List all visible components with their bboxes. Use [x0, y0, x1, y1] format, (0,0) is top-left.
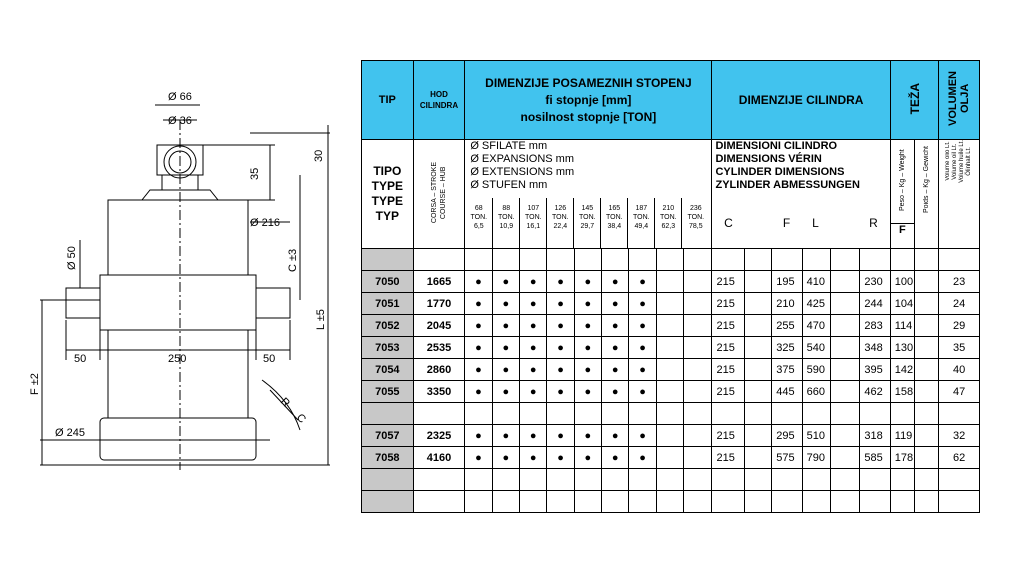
- dim-r: R: [277, 395, 292, 410]
- type-code: 7053: [362, 337, 414, 359]
- table-row: [362, 491, 980, 513]
- stage-mark: ●: [465, 293, 492, 315]
- r-value: 244: [860, 293, 890, 315]
- l-value: 470: [802, 315, 830, 337]
- table-row: [362, 447, 980, 469]
- volume-value: 40: [939, 359, 980, 381]
- type-code: 7055: [362, 381, 414, 403]
- cell: [915, 381, 939, 403]
- cell: [830, 403, 859, 425]
- stroke-value: [413, 469, 465, 491]
- stage-block: Ø SFILATE mm Ø EXPANSIONS mm Ø EXTENSIONS mm Ø STUFEN mm 68 TON. 6,5 88 TON. 10,9 107 TON. 16,1 126 TON. 22,4 145 TON. 29,7 165 TON. 38,4 187 TON. 49,4 210 TON. 62,3 236 TON. 78,5: [465, 140, 712, 249]
- table-row: [362, 337, 980, 359]
- r-value: 230: [860, 271, 890, 293]
- stage-mark: [684, 293, 712, 315]
- stage-0: 68 TON. 6,5: [470, 205, 488, 230]
- stage-mark: ●: [629, 271, 656, 293]
- cylinder-drawing: [0, 0, 350, 576]
- stage-mark: [574, 491, 601, 513]
- cell: [830, 359, 859, 381]
- volume-value: 29: [939, 315, 980, 337]
- dim-d216: Ø 216: [250, 217, 280, 229]
- stage-mark: ●: [547, 447, 574, 469]
- stage-mark: [574, 469, 601, 491]
- stage-mark: ●: [629, 359, 656, 381]
- stage-mark: ●: [465, 337, 492, 359]
- cylinder-dims-header: DIMENZIJE CILINDRA: [712, 61, 890, 140]
- weight-value: [890, 469, 914, 491]
- stroke-value: 2860: [413, 359, 465, 381]
- c-value: 215: [712, 425, 744, 447]
- table-row: [362, 271, 980, 293]
- stage-mark: ●: [629, 447, 656, 469]
- volume-lang: Volume olio Lt. Volume oil Lt. Volume huile Lt. Ölinhalt Lt.: [939, 140, 980, 249]
- dims-letters: [712, 198, 889, 248]
- stage-mark: ●: [465, 447, 492, 469]
- stage-mark: [547, 491, 574, 513]
- table-row: [362, 469, 980, 491]
- r-value: [860, 403, 890, 425]
- stage-mark: [656, 447, 683, 469]
- dim-35: 35: [249, 167, 261, 180]
- stroke-value: 2535: [413, 337, 465, 359]
- weight-value: 130: [890, 337, 914, 359]
- l-value: 590: [802, 359, 830, 381]
- dim-d66: Ø 66: [168, 91, 192, 103]
- stage-mark: ●: [520, 293, 547, 315]
- r-value: 585: [860, 447, 890, 469]
- dims-block: [712, 140, 890, 249]
- stroke-value: [413, 403, 465, 425]
- r-value: 348: [860, 337, 890, 359]
- stage-mark: [684, 491, 712, 513]
- f-value: 195: [772, 271, 802, 293]
- stage-mark: ●: [629, 381, 656, 403]
- dim-c3: C ±3: [287, 248, 299, 272]
- weight-value: 142: [890, 359, 914, 381]
- cell: [915, 315, 939, 337]
- r-value: 283: [860, 315, 890, 337]
- r-value: [860, 491, 890, 513]
- f-value: 375: [772, 359, 802, 381]
- weight-label: TEŽA: [907, 82, 922, 115]
- stage-mark: [656, 271, 683, 293]
- l-value: [802, 491, 830, 513]
- type-code: [362, 491, 414, 513]
- dim-30: 30: [313, 149, 325, 162]
- cell: [744, 403, 771, 425]
- l-value: 510: [802, 425, 830, 447]
- stage-mark: [629, 491, 656, 513]
- stage-mark: ●: [547, 359, 574, 381]
- cell: [830, 271, 859, 293]
- cell: [915, 447, 939, 469]
- stage-mark: [656, 469, 683, 491]
- stage-mark: [465, 403, 492, 425]
- stage-2: 107 TON. 16,1: [519, 198, 546, 248]
- cell: [915, 425, 939, 447]
- stage-mark: ●: [629, 315, 656, 337]
- cell: [744, 359, 771, 381]
- base: [100, 418, 256, 460]
- stage-mark: [684, 359, 712, 381]
- f-value: [772, 491, 802, 513]
- stroke-value: 2045: [413, 315, 465, 337]
- stage-mark: [520, 491, 547, 513]
- cell: [915, 359, 939, 381]
- l-value: 540: [802, 337, 830, 359]
- stage-mark: [602, 403, 629, 425]
- stage-mark: [656, 359, 683, 381]
- stage-mark: ●: [547, 425, 574, 447]
- dim-l5: L ±5: [315, 309, 327, 330]
- stage-mark: [656, 381, 683, 403]
- volume-header: [939, 61, 980, 140]
- stage-mark: ●: [574, 293, 601, 315]
- stage-mark: ●: [602, 315, 629, 337]
- stage-mark: [684, 337, 712, 359]
- stage-mark: ●: [465, 359, 492, 381]
- header-row-1: [362, 61, 980, 140]
- type-code: 7051: [362, 293, 414, 315]
- stage-dims-line-2: fi stopnje [mm]: [545, 92, 632, 107]
- type-code: 7058: [362, 447, 414, 469]
- f-value: 210: [772, 293, 802, 315]
- cell: [744, 381, 771, 403]
- stage-mark: ●: [492, 271, 519, 293]
- stage-mark: ●: [492, 315, 519, 337]
- dim-d50: Ø 50: [66, 246, 78, 270]
- cell: [744, 447, 771, 469]
- f-value: 295: [772, 425, 802, 447]
- l-value: 660: [802, 381, 830, 403]
- stage-mark: [492, 403, 519, 425]
- l-value: [802, 469, 830, 491]
- c-value: 215: [712, 293, 744, 315]
- stage-mark: [684, 469, 712, 491]
- stage-mark: ●: [602, 447, 629, 469]
- cell: [915, 293, 939, 315]
- stage-mark: ●: [520, 271, 547, 293]
- stage-mark: ●: [602, 337, 629, 359]
- cell: [915, 491, 939, 513]
- stage-mark: [656, 315, 683, 337]
- stage-mark: ●: [602, 271, 629, 293]
- hod-header: [413, 61, 465, 140]
- right-pin: [256, 288, 290, 318]
- f-value: 445: [772, 381, 802, 403]
- r-value: 395: [860, 359, 890, 381]
- cell: [830, 293, 859, 315]
- stage-mark: ●: [574, 381, 601, 403]
- cell: [830, 315, 859, 337]
- f-value: 325: [772, 337, 802, 359]
- stage-mark: ●: [574, 425, 601, 447]
- table-row: [362, 315, 980, 337]
- stroke-value: 4160: [413, 447, 465, 469]
- volume-value: [939, 469, 980, 491]
- stage-mark: [684, 403, 712, 425]
- stage-mark: ●: [492, 337, 519, 359]
- c-value: 215: [712, 337, 744, 359]
- upper-body: [108, 200, 248, 275]
- stage-mark: [684, 381, 712, 403]
- stage-dims-line-1: DIMENZIJE POSAMEZNIH STOPENJ: [485, 75, 692, 90]
- stage-mark: ●: [520, 359, 547, 381]
- stage-mark: ●: [602, 293, 629, 315]
- stage-mark: ●: [602, 359, 629, 381]
- stage-mark: ●: [520, 425, 547, 447]
- l-value: 410: [802, 271, 830, 293]
- weight-lang-1: Peso – Kg – Weight F: [890, 140, 914, 249]
- stage-7: 210 TON. 62,3: [654, 198, 681, 248]
- cell: [915, 271, 939, 293]
- table-row: [362, 293, 980, 315]
- stroke-value: [413, 491, 465, 513]
- cell: [744, 469, 771, 491]
- weight-value: 119: [890, 425, 914, 447]
- stroke-value: 1665: [413, 271, 465, 293]
- stage-columns: [465, 198, 711, 248]
- stage-5: 165 TON. 38,4: [600, 198, 627, 248]
- volume-value: 23: [939, 271, 980, 293]
- stage-mark: [465, 491, 492, 513]
- weight-value: 158: [890, 381, 914, 403]
- col-f: F: [782, 216, 791, 230]
- volume-value: 62: [939, 447, 980, 469]
- stage-mark: [629, 403, 656, 425]
- stage-mark: ●: [629, 293, 656, 315]
- header-row-2: [362, 140, 980, 249]
- stage-mark: ●: [492, 293, 519, 315]
- l-value: [802, 403, 830, 425]
- trunnion-band: [100, 275, 256, 330]
- stage-dims-line-3: nosilnost stopnje [TON]: [520, 109, 657, 124]
- l-value: 790: [802, 447, 830, 469]
- stage-mark: ●: [465, 315, 492, 337]
- stage-mark: [547, 469, 574, 491]
- cell: [830, 469, 859, 491]
- stage-3: 126 TON. 22,4: [546, 198, 573, 248]
- c-value: 215: [712, 315, 744, 337]
- c-value: [712, 491, 744, 513]
- hod-line-1: HOD: [430, 90, 448, 99]
- type-code: 7050: [362, 271, 414, 293]
- type-code: 7052: [362, 315, 414, 337]
- stage-mark: ●: [547, 381, 574, 403]
- spec-table: [361, 60, 980, 513]
- stage-mark: [602, 491, 629, 513]
- stage-mark: ●: [547, 315, 574, 337]
- dims-translations: DIMENSIONI CILINDRO DIMENSIONS VÉRIN CYLINDER DIMENSIONS ZYLINDER ABMESSUNGEN: [715, 140, 860, 191]
- stage-mark: ●: [492, 447, 519, 469]
- tipo-header: TIPO TYPE TYPE TYP: [362, 140, 414, 249]
- stage-mark: [684, 425, 712, 447]
- weight-value: [890, 403, 914, 425]
- weight-value: 100: [890, 271, 914, 293]
- stage-mark: [465, 469, 492, 491]
- type-code: 7057: [362, 425, 414, 447]
- stroke-value: 2325: [413, 425, 465, 447]
- cell: [744, 425, 771, 447]
- stage-mark: [492, 491, 519, 513]
- stage-mark: ●: [492, 425, 519, 447]
- table-row: [362, 381, 980, 403]
- cell: [830, 425, 859, 447]
- dim-w50b: 50: [263, 353, 276, 365]
- cell: [830, 337, 859, 359]
- stage-mark: ●: [492, 381, 519, 403]
- stage-mark: [629, 469, 656, 491]
- c-value: 215: [712, 359, 744, 381]
- stage-mark: [520, 469, 547, 491]
- f-value: 255: [772, 315, 802, 337]
- weight-value: 114: [890, 315, 914, 337]
- stage-mark: ●: [547, 337, 574, 359]
- stage-mark: ●: [602, 425, 629, 447]
- c-value: 215: [712, 447, 744, 469]
- f-value: [772, 403, 802, 425]
- stage-dims-header: [465, 61, 712, 140]
- dim-d36: Ø 36: [168, 115, 192, 127]
- type-code: 7054: [362, 359, 414, 381]
- stage-mark: ●: [629, 425, 656, 447]
- cell: [915, 403, 939, 425]
- c-value: [712, 403, 744, 425]
- stage-mark: ●: [602, 381, 629, 403]
- r-value: 318: [860, 425, 890, 447]
- stage-mark: ●: [492, 359, 519, 381]
- stroke-value: 1770: [413, 293, 465, 315]
- stage-mark: [656, 293, 683, 315]
- weight-value: [890, 491, 914, 513]
- type-code: [362, 403, 414, 425]
- stage-mark: [656, 425, 683, 447]
- cell: [744, 315, 771, 337]
- stage-6: 187 TON. 49,4: [627, 198, 654, 248]
- stage-mark: [520, 403, 547, 425]
- dim-f2: F ±2: [29, 373, 41, 395]
- stage-mark: ●: [574, 359, 601, 381]
- stage-mark: ●: [547, 293, 574, 315]
- volume-value: [939, 403, 980, 425]
- stage-mark: ●: [629, 337, 656, 359]
- left-pin: [66, 288, 100, 318]
- r-value: [860, 469, 890, 491]
- cell: [744, 293, 771, 315]
- cell: [744, 337, 771, 359]
- stroke-value: 3350: [413, 381, 465, 403]
- stage-mark: [684, 447, 712, 469]
- cell: [830, 491, 859, 513]
- volume-label: VOLUMEN OLJA: [947, 71, 972, 126]
- cell: [744, 491, 771, 513]
- data-rows: [362, 271, 980, 513]
- f-value: [772, 469, 802, 491]
- stroke-header: CORSA – STROKE COURSE – HUB: [413, 140, 465, 249]
- table-row: [362, 403, 980, 425]
- stage-mark: ●: [574, 337, 601, 359]
- stage-mark: ●: [520, 337, 547, 359]
- stage-mark: ●: [520, 315, 547, 337]
- dim-w50a: 50: [74, 353, 87, 365]
- stage-mark: ●: [465, 271, 492, 293]
- tip-header: TIP: [362, 61, 414, 140]
- stage-mark: ●: [465, 381, 492, 403]
- stage-mark: [684, 315, 712, 337]
- dim-c: C: [293, 411, 308, 426]
- volume-value: 24: [939, 293, 980, 315]
- stage-8: 236 TON. 78,5: [681, 198, 709, 248]
- stage-mark: ●: [520, 447, 547, 469]
- stage-mark: [547, 403, 574, 425]
- col-r: R: [869, 216, 878, 230]
- c-value: 215: [712, 381, 744, 403]
- weight-value: 104: [890, 293, 914, 315]
- stage-mark: ●: [574, 447, 601, 469]
- dim-w250: 250: [168, 353, 187, 365]
- stage-mark: [492, 469, 519, 491]
- stage-mark: [656, 337, 683, 359]
- volume-value: 35: [939, 337, 980, 359]
- dim-d245: Ø 245: [55, 427, 85, 439]
- cell: [915, 337, 939, 359]
- stage-1: 88 TON. 10,9: [492, 198, 519, 248]
- col-c: C: [724, 216, 733, 230]
- col-l: L: [812, 216, 819, 230]
- c-value: [712, 469, 744, 491]
- hod-line-2: CILINDRA: [419, 101, 459, 110]
- stage-mark: [574, 403, 601, 425]
- stage-mark: [656, 491, 683, 513]
- c-value: 215: [712, 271, 744, 293]
- weight-lang-2: Poids – Kg – Gewicht: [915, 140, 939, 249]
- stage-mark: ●: [574, 271, 601, 293]
- stage-4: 145 TON. 29,7: [573, 198, 600, 248]
- stage-mark: ●: [547, 271, 574, 293]
- cell: [915, 469, 939, 491]
- cell: [744, 271, 771, 293]
- table-row: [362, 425, 980, 447]
- volume-value: [939, 491, 980, 513]
- stage-mark: [656, 403, 683, 425]
- r-value: 462: [860, 381, 890, 403]
- spacer-row: [362, 249, 980, 271]
- table-row: [362, 359, 980, 381]
- f-value: 575: [772, 447, 802, 469]
- volume-value: 32: [939, 425, 980, 447]
- weight-header: [890, 61, 939, 140]
- volume-value: 47: [939, 381, 980, 403]
- weight-value: 178: [890, 447, 914, 469]
- l-value: 425: [802, 293, 830, 315]
- lower-body: [108, 330, 248, 418]
- stage-mark: [602, 469, 629, 491]
- type-code: [362, 469, 414, 491]
- cell: [830, 447, 859, 469]
- stage-mark: ●: [465, 425, 492, 447]
- stage-mark: ●: [520, 381, 547, 403]
- stage-mark: [684, 271, 712, 293]
- cell: [830, 381, 859, 403]
- stage-mark: ●: [574, 315, 601, 337]
